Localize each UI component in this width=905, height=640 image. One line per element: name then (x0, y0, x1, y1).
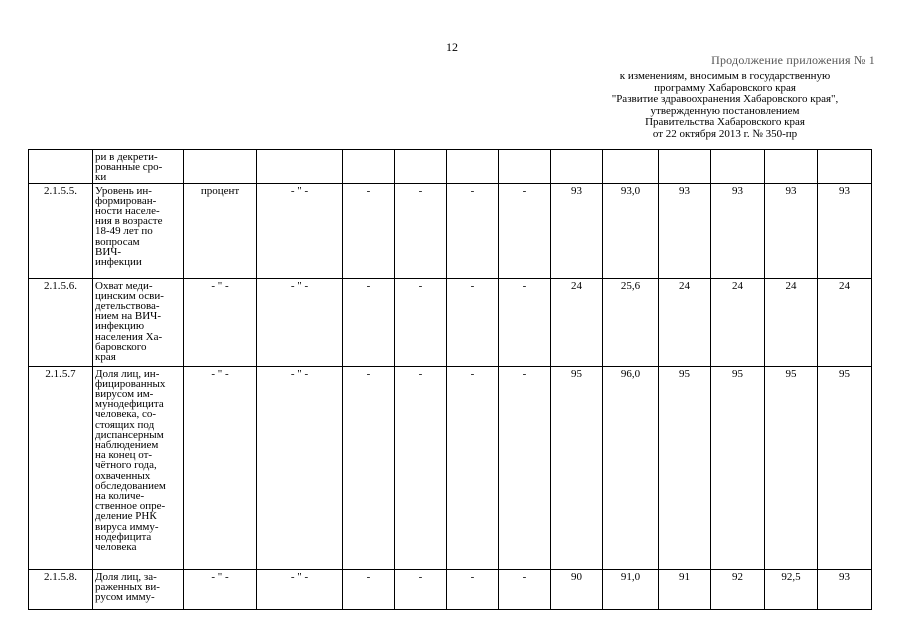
value-cell: 25,6 (603, 278, 659, 366)
name-line: ки (95, 171, 107, 184)
value-cell: 95 (818, 366, 872, 569)
name-line: ственное опре- (95, 500, 166, 513)
name-line: на конец от- (95, 449, 153, 462)
value-cell: - (447, 569, 499, 609)
name-line: Доля лиц, ин- (95, 367, 160, 380)
value-cell (603, 150, 659, 184)
value-cell: 95 (659, 366, 711, 569)
row-code-cell (29, 150, 93, 184)
table-row (29, 183, 872, 278)
reference-cell (257, 150, 343, 184)
name-line: обследованием (95, 479, 166, 492)
value-cell (659, 150, 711, 184)
name-line: края (95, 351, 116, 364)
name-line: инфекцию (95, 320, 145, 333)
value-cell: 92,5 (765, 569, 818, 609)
name-line: населения Ха- (95, 330, 163, 343)
name-line: Доля лиц, за- (95, 570, 157, 583)
row-code-cell: 2.1.5.6. (29, 278, 93, 366)
name-line: нием на ВИЧ- (95, 310, 161, 323)
name-line: 18-49 лет по (95, 225, 153, 238)
table-row (29, 366, 872, 569)
name-line: рованные сро- (95, 161, 163, 174)
name-line: Уровень ин- (95, 184, 152, 197)
unit-cell (184, 150, 257, 184)
value-cell: 91 (659, 569, 711, 609)
name-line: охваченных (95, 469, 151, 482)
table-body (29, 150, 872, 610)
value-cell: - (343, 569, 395, 609)
value-cell: - (499, 569, 551, 609)
value-cell: - (395, 366, 447, 569)
table-row (29, 150, 872, 184)
value-cell: 24 (818, 278, 872, 366)
continuation-title: Продолжение приложения № 1 (711, 53, 875, 67)
header-line: программу Хабаровского края (654, 81, 796, 94)
table-row (29, 569, 872, 609)
indicators-table (28, 149, 872, 610)
name-line: инфекции (95, 256, 142, 269)
value-cell: 91,0 (603, 569, 659, 609)
row-code-cell: 2.1.5.8. (29, 569, 93, 609)
value-cell: 24 (551, 278, 603, 366)
page-number: 12 (446, 40, 458, 54)
name-line: мунодефицита (95, 398, 164, 411)
name-line: раженных ви- (95, 580, 160, 593)
value-cell: - (499, 366, 551, 569)
value-cell: 95 (765, 366, 818, 569)
name-line: ри в декрети- (95, 151, 158, 163)
name-line: формирован- (95, 194, 157, 207)
reference-cell: - " - (257, 278, 343, 366)
value-cell: 93 (818, 569, 872, 609)
value-cell: - (343, 183, 395, 278)
name-line: чётного года, (95, 459, 157, 472)
row-name-cell (93, 569, 184, 609)
value-cell: - (447, 366, 499, 569)
name-line: нодефицита (95, 530, 152, 543)
name-line: стоящих под (95, 418, 155, 431)
unit-cell: процент (184, 183, 257, 278)
header-line: "Развитие здравоохранения Хабаровского края", (611, 93, 839, 106)
value-cell: 24 (711, 278, 765, 366)
row-code-cell: 2.1.5.7 (29, 366, 93, 569)
row-name-cell (93, 366, 184, 569)
header-block (560, 71, 890, 141)
value-cell: - (395, 569, 447, 609)
header-line: Правительства Хабаровского края (645, 116, 805, 129)
name-line: вопросам (95, 235, 140, 248)
value-cell: - (343, 366, 395, 569)
value-cell: 93,0 (603, 183, 659, 278)
value-cell: 24 (659, 278, 711, 366)
reference-cell: - " - (257, 183, 343, 278)
value-cell (818, 150, 872, 184)
row-name-cell (93, 278, 184, 366)
value-cell: - (447, 183, 499, 278)
value-cell (765, 150, 818, 184)
unit-cell: - " - (184, 366, 257, 569)
value-cell: 93 (765, 183, 818, 278)
row-name-cell (93, 150, 184, 184)
name-line: ния в возрасте (95, 215, 163, 228)
value-cell: - (343, 278, 395, 366)
value-cell: 24 (765, 278, 818, 366)
name-line: цинским осви- (95, 289, 164, 302)
name-line: человека, со- (95, 408, 157, 421)
value-cell: 95 (711, 366, 765, 569)
value-cell: - (395, 183, 447, 278)
value-cell: 93 (659, 183, 711, 278)
value-cell: 95 (551, 366, 603, 569)
value-cell: - (499, 278, 551, 366)
row-code-cell: 2.1.5.5. (29, 183, 93, 278)
name-line: ности населе- (95, 205, 160, 218)
name-line: вирусом им- (95, 388, 154, 401)
value-cell (551, 150, 603, 184)
value-cell: 90 (551, 569, 603, 609)
name-line: деление РНК (95, 510, 157, 523)
value-cell (395, 150, 447, 184)
value-cell (343, 150, 395, 184)
name-line: ВИЧ- (95, 245, 122, 258)
value-cell: - (499, 183, 551, 278)
name-line: русом имму- (95, 591, 155, 604)
header-line: утвержденную постановлением (650, 104, 800, 117)
header-line: к изменениям, вносимым в государственную (619, 70, 831, 82)
reference-cell: - " - (257, 569, 343, 609)
name-line: вируса имму- (95, 520, 159, 533)
value-cell: 93 (711, 183, 765, 278)
value-cell (499, 150, 551, 184)
unit-cell: - " - (184, 278, 257, 366)
name-line: наблюдением (95, 439, 159, 452)
value-cell: - (447, 278, 499, 366)
name-line: Охват меди- (95, 279, 153, 292)
reference-cell: - " - (257, 366, 343, 569)
name-line: на количе- (95, 490, 145, 503)
table-row (29, 278, 872, 366)
name-line: диспансерным (95, 428, 164, 441)
unit-cell: - " - (184, 569, 257, 609)
value-cell (711, 150, 765, 184)
value-cell: 93 (551, 183, 603, 278)
row-name-cell (93, 183, 184, 278)
value-cell: - (395, 278, 447, 366)
value-cell: 93 (818, 183, 872, 278)
value-cell (447, 150, 499, 184)
header-line: от 22 октября 2013 г. № 350-пр (652, 127, 798, 140)
name-line: баровского (95, 340, 147, 353)
value-cell: 92 (711, 569, 765, 609)
value-cell: 96,0 (603, 366, 659, 569)
name-line: человека (95, 541, 137, 554)
name-line: фицированных (95, 377, 166, 390)
name-line: детельствова- (95, 300, 160, 313)
